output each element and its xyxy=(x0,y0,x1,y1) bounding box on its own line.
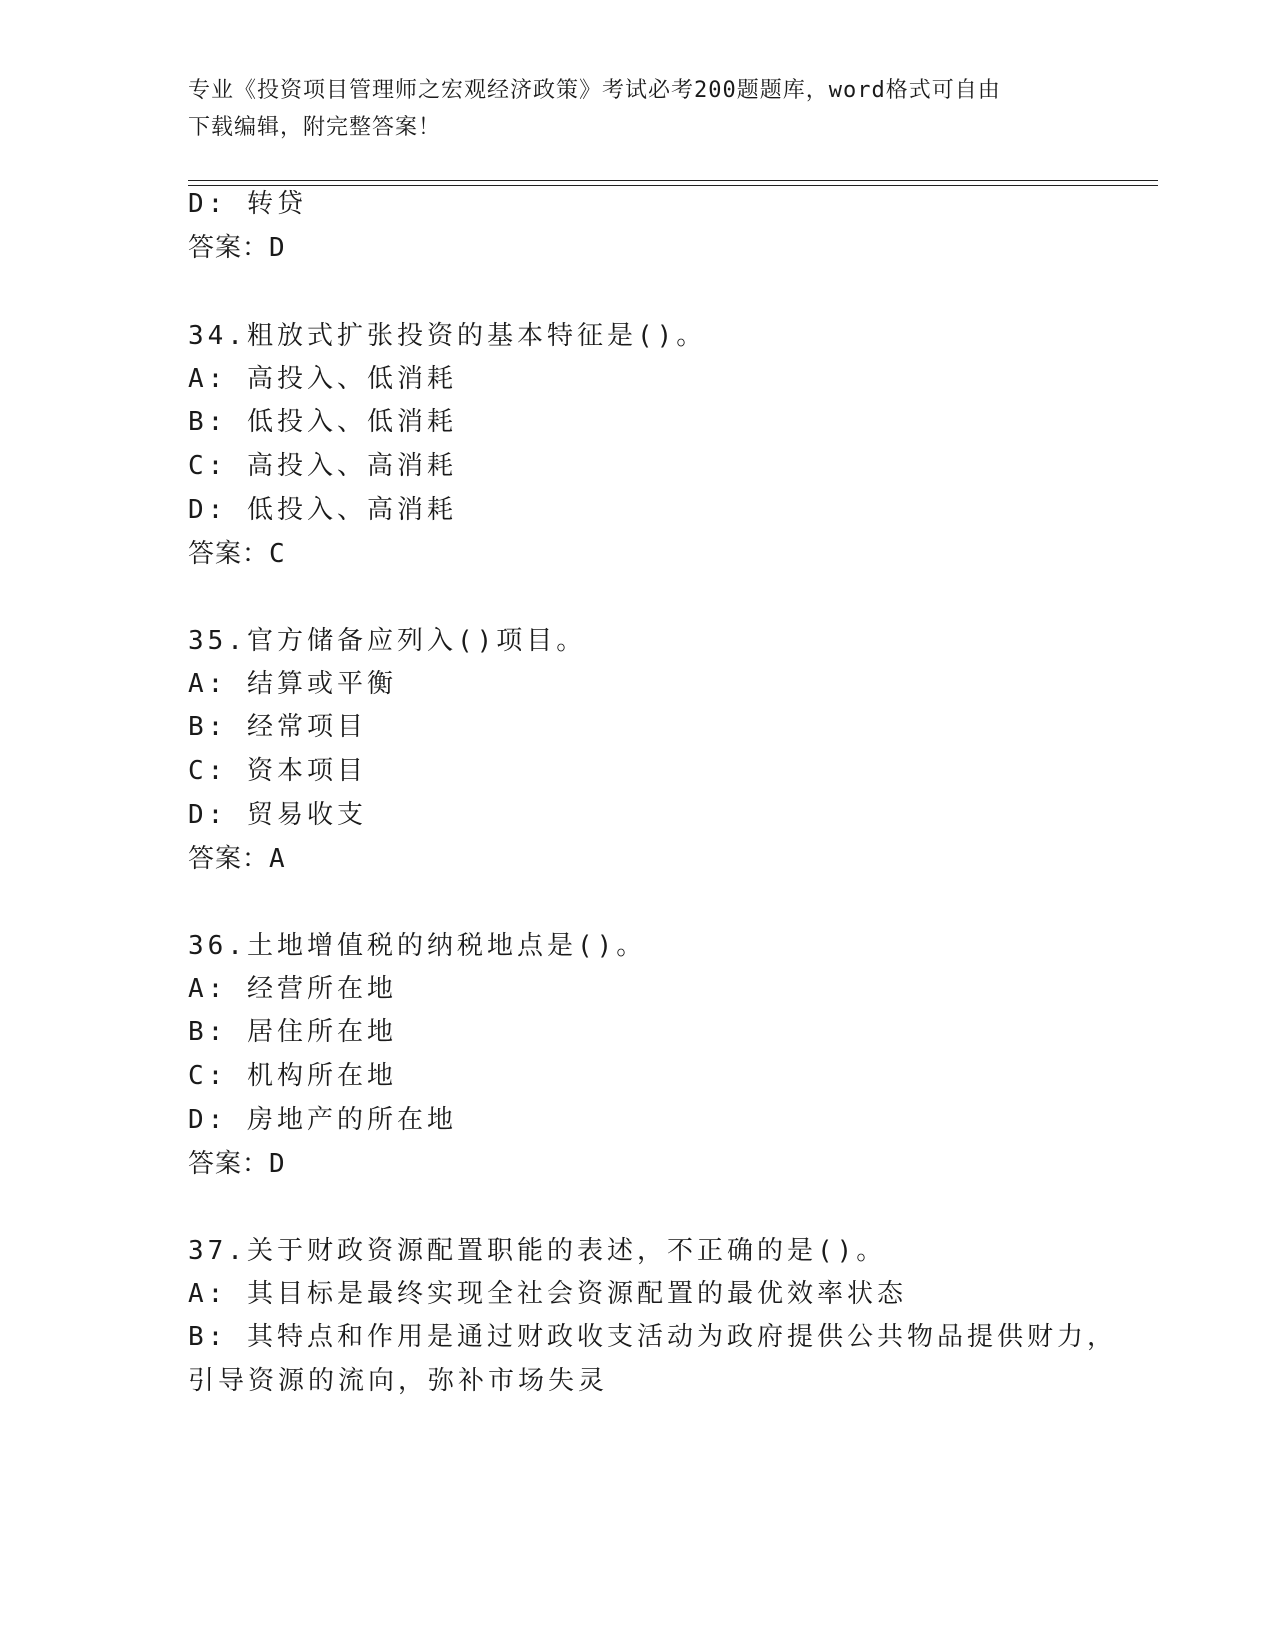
header-title-line-2: 下载编辑，附完整答案！ xyxy=(188,115,442,140)
q34-question: 34.粗放式扩张投资的基本特征是()。 xyxy=(188,321,707,351)
q34-option-c: C: 高投入、高消耗 xyxy=(188,451,457,481)
q36-answer: 答案：D xyxy=(188,1149,286,1179)
q37-option-b-line-1: B: 其特点和作用是通过财政收支活动为政府提供公共物品提供财力， xyxy=(188,1322,1117,1352)
q34-option-d: D: 低投入、高消耗 xyxy=(188,495,457,525)
q34-option-b: B: 低投入、低消耗 xyxy=(188,407,457,437)
q36-question: 36.土地增值税的纳税地点是()。 xyxy=(188,931,647,961)
q35-option-d: D: 贸易收支 xyxy=(188,800,367,830)
q34-answer: 答案：C xyxy=(188,539,286,569)
q36-option-a: A: 经营所在地 xyxy=(188,974,397,1004)
page-header xyxy=(188,72,1088,146)
header-title-line-1: 专业《投资项目管理师之宏观经济政策》考试必考200题题库，word格式可自由 xyxy=(188,78,1001,103)
header-divider-top xyxy=(188,180,1158,181)
q37-question: 37.关于财政资源配置职能的表述，不正确的是()。 xyxy=(188,1236,887,1266)
q35-option-c: C: 资本项目 xyxy=(188,756,367,786)
q36-option-d: D: 房地产的所在地 xyxy=(188,1105,457,1135)
q36-option-c: C: 机构所在地 xyxy=(188,1061,397,1091)
q37-option-b-line-2: 引导资源的流向，弥补市场失灵 xyxy=(188,1366,609,1396)
q37-option-a: A: 其目标是最终实现全社会资源配置的最优效率状态 xyxy=(188,1279,907,1309)
q35-option-a: A: 结算或平衡 xyxy=(188,669,397,699)
q35-option-b: B: 经常项目 xyxy=(188,712,367,742)
prev-answer: 答案：D xyxy=(188,233,286,263)
q35-answer: 答案：A xyxy=(188,844,286,874)
prev-option-d: D: 转贷 xyxy=(188,189,307,219)
header-divider-bottom xyxy=(188,185,1158,186)
q35-question: 35.官方储备应列入()项目。 xyxy=(188,626,587,656)
q36-option-b: B: 居住所在地 xyxy=(188,1017,397,1047)
q34-option-a: A: 高投入、低消耗 xyxy=(188,364,457,394)
